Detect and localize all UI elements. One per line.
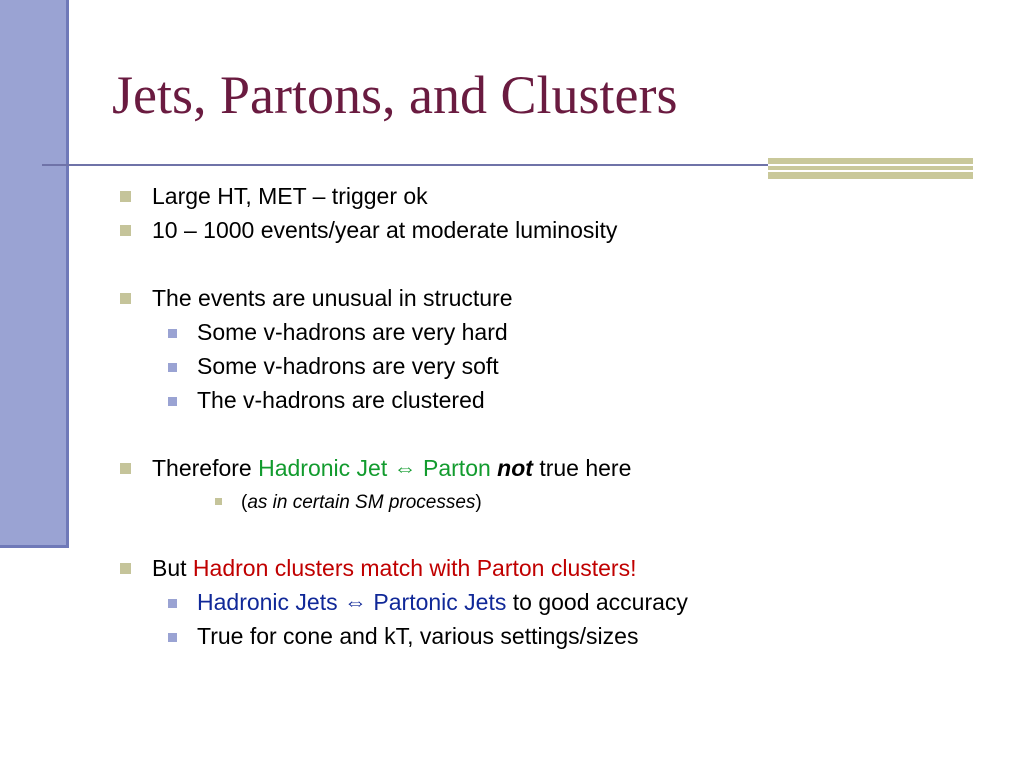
double-arrow-icon: ⇔ [393, 455, 417, 481]
sub-bullet-item [197, 588, 688, 616]
parton-term: Parton [423, 455, 491, 481]
partonic-jets-term: Partonic Jets [373, 589, 507, 615]
bullet-item [152, 454, 631, 482]
paren-open: ( [241, 492, 248, 513]
sub-bullet-text-post: to good accuracy [506, 589, 688, 615]
sub-bullet-text: The v-hadrons are clustered [197, 387, 485, 413]
square-bullet-icon [120, 463, 131, 474]
square-bullet-icon [120, 225, 131, 236]
square-bullet-icon [168, 363, 177, 372]
bullet-text: The events are unusual in structure [152, 285, 513, 311]
square-bullet-icon [168, 633, 177, 642]
sm-processes-note: as in certain SM processes [247, 492, 476, 513]
paren-close: ) [475, 492, 482, 513]
sub-bullet-item [197, 622, 638, 650]
bullet-item [152, 284, 513, 312]
sub-bullet-text: Some v-hadrons are very hard [197, 319, 508, 345]
sub-bullet-item [197, 386, 485, 414]
bullet-text: Large HT, MET – trigger ok [152, 183, 428, 209]
sub-bullet-item [197, 318, 508, 346]
square-bullet-icon [120, 563, 131, 574]
bullet-text-pre: But [152, 555, 193, 581]
sub-bullet-text: True for cone and kT, various settings/sizes [197, 623, 639, 649]
square-bullet-icon [168, 329, 177, 338]
double-arrow-icon: ⇔ [344, 589, 368, 615]
bullet-text-post: true here [532, 455, 632, 481]
hadron-clusters-highlight: Hadron clusters match with Parton clusters! [192, 555, 637, 581]
not-emphasis: not [497, 455, 533, 481]
hadronic-jets-term: Hadronic Jets [197, 589, 338, 615]
bullet-text: 10 – 1000 events/year at moderate luminosity [152, 217, 618, 243]
square-bullet-icon [120, 293, 131, 304]
slide-title: Jets, Partons, and Clusters [112, 65, 678, 125]
square-bullet-icon [120, 191, 131, 202]
bullet-item [152, 216, 617, 244]
sub-bullet-text: Some v-hadrons are very soft [197, 353, 499, 379]
bullet-text-pre: Therefore [152, 455, 259, 481]
sub-sub-bullet-item [241, 489, 482, 517]
sub-bullet-item [197, 352, 499, 380]
square-bullet-icon [168, 397, 177, 406]
bullet-item [152, 554, 636, 582]
square-bullet-icon [215, 498, 222, 505]
bullet-item [152, 182, 428, 210]
hadronic-jet-term: Hadronic Jet [258, 455, 388, 481]
square-bullet-icon [168, 599, 177, 608]
